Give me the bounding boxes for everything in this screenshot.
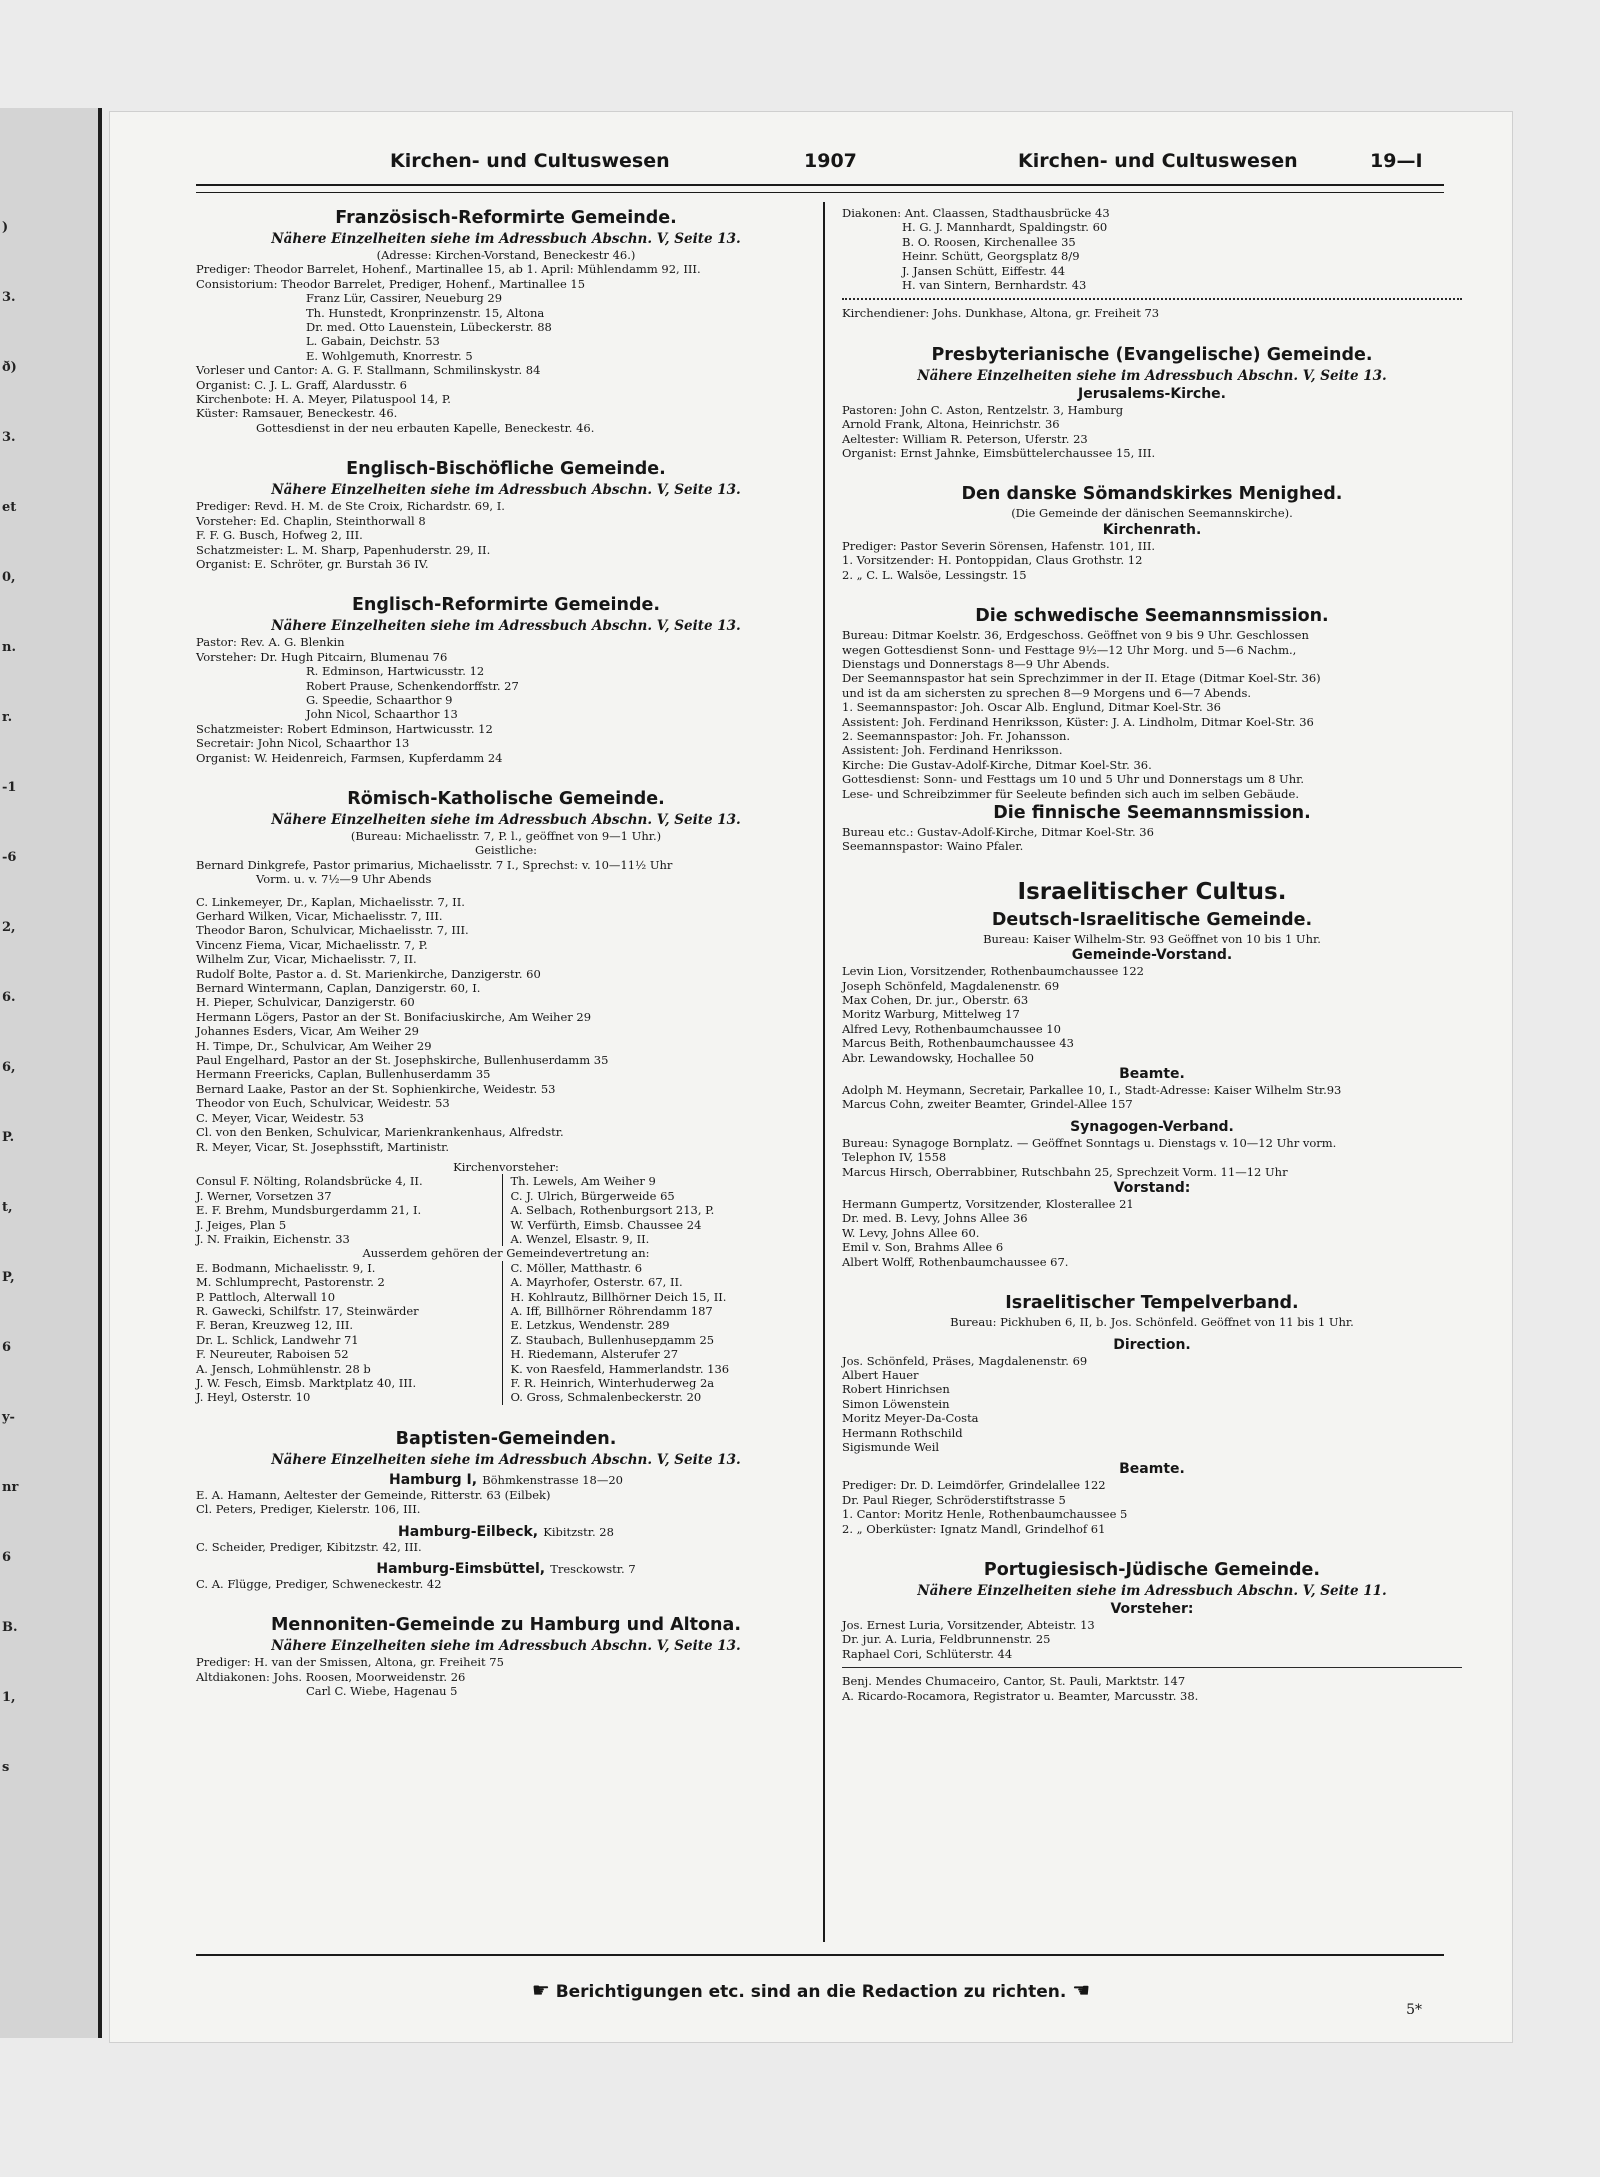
entry-line: Altdiakonen: Johs. Roosen, Moorweidenstr. 26 bbox=[196, 1669, 466, 1684]
entry-line: Gottesdienst: Sonn- und Festtags um 10 und 5 Uhr und Donnerstags um 8 Uhr. bbox=[842, 772, 1305, 787]
vertretung-right bbox=[511, 1261, 817, 1405]
entry-line: 1. Seemannspastor: Joh. Oscar Alb. Englund, Ditmar Koel-Str. 36 bbox=[842, 700, 1221, 715]
entries-indented bbox=[196, 1684, 816, 1698]
page-header bbox=[110, 150, 1512, 180]
entry-line: J. Heyl, Osterstr. 10 bbox=[196, 1390, 311, 1405]
section-note: Nähere Einzelheiten siehe im Adressbuch Abschn. V, Seite 13. bbox=[271, 231, 741, 247]
section-roemisch-katholisch bbox=[196, 787, 816, 1405]
vorsteher-table bbox=[196, 1174, 816, 1246]
entries bbox=[842, 1083, 1462, 1112]
subheading: Vorstand: bbox=[1113, 1180, 1191, 1197]
entry-line: Küster: Ramsauer, Beneckestr. 46. bbox=[196, 406, 398, 421]
previous-page-strip bbox=[0, 108, 102, 2038]
bureau: Bureau: Kaiser Wilhelm-Str. 93 Geöffnet von 10 bis 1 Uhr. bbox=[983, 931, 1321, 946]
entry-line: Secretair: John Nicol, Schaarthor 13 bbox=[196, 736, 410, 751]
entry-line: Johannes Esders, Vicar, Am Weiher 29 bbox=[196, 1024, 419, 1039]
entry-line: Vorleser und Cantor: A. G. F. Stallmann, Schmilinskystr. 84 bbox=[196, 363, 541, 378]
entry-line: Prediger: Theodor Barrelet, Hohenf., Martinallee 15, ab 1. April: Mühlendamm 92, III. bbox=[196, 262, 701, 277]
vorsteher-right bbox=[511, 1174, 817, 1246]
margin-mark: P. bbox=[2, 1130, 15, 1145]
entry-line: H. G. J. Mannhardt, Spaldingstr. 60 bbox=[902, 220, 1108, 235]
gutter-line bbox=[98, 108, 102, 2038]
entry-line: Theodor Baron, Schulvicar, Michaelisstr. 7, III. bbox=[196, 923, 469, 938]
entry-line: H. Riedemann, Alsterufer 27 bbox=[510, 1347, 679, 1362]
entry-line: Bureau: Synagoge Bornplatz. — Geöffnet Sonntags u. Dienstags v. 10—12 Uhr vorm. bbox=[842, 1135, 1337, 1150]
margin-mark: 3. bbox=[2, 430, 16, 445]
entries bbox=[842, 1478, 1462, 1536]
entry-line: Dr. Paul Rieger, Schröderstiftstrasse 5 bbox=[842, 1492, 1066, 1507]
entry-line: John Nicol, Schaarthor 13 bbox=[306, 707, 458, 722]
entry-line: Th. Hunstedt, Kronprinzenstr. 15, Altona bbox=[306, 305, 545, 320]
section-subtitle: Jerusalems-Kirche. bbox=[1077, 385, 1226, 402]
entry-line: Dr. med. Otto Lauenstein, Lübeckerstr. 88 bbox=[306, 320, 552, 335]
section-note: Nähere Einzelheiten siehe im Adressbuch Abschn. V, Seite 13. bbox=[271, 811, 741, 828]
entry-line: F. Neureuter, Raboisen 52 bbox=[196, 1347, 349, 1362]
subheading: Direction. bbox=[1113, 1336, 1191, 1353]
entry-line: O. Gross, Schmalenbeckerstr. 20 bbox=[510, 1390, 702, 1405]
section-title: Römisch-Katholische Gemeinde. bbox=[347, 788, 665, 809]
bottom-rule bbox=[196, 1954, 1444, 1956]
entry-line: Vorsteher: Ed. Chaplin, Steinthorwall 8 bbox=[196, 513, 426, 528]
entry-line: Schatzmeister: Robert Edminson, Hartwicusstr. 12 bbox=[196, 721, 493, 736]
entry-line: Robert Prause, Schenkendorffstr. 27 bbox=[306, 678, 519, 693]
margin-mark: 6 bbox=[2, 1550, 12, 1565]
entries bbox=[842, 628, 1462, 801]
entry-line: Pastoren: John C. Aston, Rentzelstr. 3, Hamburg bbox=[842, 402, 1124, 417]
entry-line: Adolph M. Heymann, Secretair, Parkallee 10, I., Stadt-Adresse: Kaiser Wilhelm Str.93 bbox=[842, 1083, 1342, 1098]
entry-line: Consistorium: Theodor Barrelet, Prediger, Hohenf., Martinallee 15 bbox=[196, 276, 586, 291]
separator bbox=[842, 1667, 1462, 1668]
entry-line: Moritz Warburg, Mittelweg 17 bbox=[842, 1007, 1020, 1022]
entry-line: Consul F. Nölting, Rolandsbrücke 4, II. bbox=[196, 1174, 423, 1189]
entry-line: Jos. Ernest Luria, Vorsitzender, Abteistr. 13 bbox=[842, 1617, 1095, 1632]
entries bbox=[196, 635, 816, 664]
margin-mark: 3. bbox=[2, 290, 16, 305]
entry-line: A. Iff, Billhörner Röhrendamm 187 bbox=[510, 1303, 713, 1318]
entry-line: E. Letzkus, Wendenstr. 289 bbox=[510, 1318, 670, 1333]
entry-line: Sigismunde Weil bbox=[842, 1439, 940, 1454]
header-right-title: Kirchen- und Cultuswesen bbox=[1018, 150, 1298, 172]
section-title: Englisch-Bischöfliche Gemeinde. bbox=[346, 459, 666, 480]
margin-mark: 1, bbox=[2, 1690, 16, 1705]
section-title: Englisch-Reformirte Gemeinde. bbox=[351, 595, 661, 616]
subheading: Beamte. bbox=[1119, 1461, 1185, 1478]
section-title: Baptisten-Gemeinden. bbox=[395, 1428, 617, 1449]
column-divider bbox=[823, 202, 825, 1942]
entry-line: 2. „ Oberküster: Ignatz Mandl, Grindelhof 61 bbox=[842, 1521, 1106, 1536]
section-baptisten bbox=[196, 1427, 816, 1592]
entry-line: 1. Vorsitzender: H. Pontoppidan, Claus Grothstr. 12 bbox=[842, 553, 1143, 568]
entries bbox=[842, 1136, 1462, 1179]
entry-line: Bernard Wintermann, Caplan, Danzigerstr. 60, I. bbox=[196, 981, 481, 996]
entry-line: E. F. Brehm, Mundsburgerdamm 21, I. bbox=[196, 1203, 422, 1218]
entry-line: Prediger: Pastor Severin Sörensen, Hafenstr. 101, III. bbox=[842, 538, 1156, 553]
section-englisch-bischoeflich bbox=[196, 457, 816, 571]
section-bureau: (Bureau: Michaelisstr. 7, P. l., geöffnet von 9—1 Uhr.) bbox=[350, 828, 662, 843]
section-address: (Adresse: Kirchen-Vorstand, Beneckestr 46.) bbox=[376, 248, 636, 262]
entry-line: R. Edminson, Hartwicusstr. 12 bbox=[306, 664, 485, 679]
section-danske bbox=[842, 482, 1462, 582]
entries bbox=[842, 539, 1462, 582]
margin-mark: 2, bbox=[2, 920, 16, 935]
sheet-mark: 5* bbox=[1406, 2002, 1422, 2018]
entry-line: C. J. Ulrich, Bürgerweide 65 bbox=[510, 1188, 675, 1203]
entries bbox=[842, 1354, 1462, 1455]
congregation-title: Deutsch-Israelitische Gemeinde. bbox=[991, 909, 1313, 930]
header-rule-thin bbox=[196, 192, 1444, 193]
entry: Diakonen: Ant. Claassen, Stadthausbrücke 43 bbox=[842, 206, 1110, 220]
vertretung-table bbox=[196, 1261, 816, 1405]
entry-line: H. Kohlrautz, Billhörner Deich 15, II. bbox=[510, 1289, 727, 1304]
section-title: Portugiesisch-Jüdische Gemeinde. bbox=[983, 1559, 1321, 1580]
entry-line: Dr. L. Schlick, Landwehr 71 bbox=[196, 1332, 359, 1347]
section-note: Nähere Einzelheiten siehe im Adressbuch Abschn. V, Seite 13. bbox=[271, 1638, 741, 1655]
entry-line: H. Timpe, Dr., Schulvicar, Am Weiher 29 bbox=[196, 1038, 432, 1053]
entries bbox=[196, 499, 816, 571]
entry-line: C. Linkemeyer, Dr., Kaplan, Michaelisstr. 7, II. bbox=[196, 894, 465, 909]
entry-line: Dr. med. B. Levy, Johns Allee 36 bbox=[842, 1211, 1028, 1226]
margin-mark: 6. bbox=[2, 990, 16, 1005]
margin-mark: r. bbox=[2, 710, 13, 725]
entries bbox=[196, 722, 816, 765]
entry-line: F. Beran, Kreuzweg 12, III. bbox=[196, 1318, 354, 1333]
sub-congregation-name: Hamburg-Eimsbüttel, bbox=[376, 1561, 546, 1578]
section-subtitle: (Die Gemeinde der dänischen Seemannskirche). bbox=[1011, 506, 1293, 521]
entry-line: Dienstags und Donnerstags 8—9 Uhr Abends. bbox=[842, 656, 1110, 671]
entry-line: E. Bodmann, Michaelisstr. 9, I. bbox=[196, 1260, 376, 1275]
vertretung-left bbox=[196, 1261, 503, 1405]
entry-line: Joseph Schönfeld, Magdalenenstr. 69 bbox=[842, 978, 1060, 993]
subheading: Vorsteher: bbox=[1110, 1600, 1194, 1617]
section-finnisch bbox=[842, 801, 1462, 854]
entry-line: Seemannspastor: Waino Pfaler. bbox=[842, 839, 1024, 854]
section-presbyterianisch bbox=[842, 343, 1462, 461]
entries bbox=[842, 1674, 1462, 1703]
entry-line: Robert Hinrichsen bbox=[842, 1382, 950, 1397]
entry-line: M. Schlumprecht, Pastorenstr. 2 bbox=[196, 1275, 385, 1290]
entry-line: Albert Hauer bbox=[842, 1367, 919, 1382]
entry-line: Lese- und Schreibzimmer für Seeleute befinden sich auch im selben Gebäude. bbox=[842, 786, 1299, 801]
entry-line: Organist: Ernst Jahnke, Eimsbüttelerchaussee 15, III. bbox=[842, 446, 1156, 461]
header-page-number: 19—I bbox=[1370, 150, 1423, 172]
entry-line: Marcus Cohn, zweiter Beamter, Grindel-Allee 157 bbox=[842, 1097, 1133, 1112]
entry-line: Franz Lür, Cassirer, Neueburg 29 bbox=[306, 291, 503, 306]
entry-line: W. Verfürth, Eimsb. Chaussee 24 bbox=[510, 1217, 702, 1232]
entries bbox=[842, 1197, 1462, 1269]
entries bbox=[842, 964, 1462, 1065]
entry-line: Cl. Peters, Prediger, Kielerstr. 106, III. bbox=[196, 1502, 421, 1517]
entry-line: Bureau: Ditmar Koelstr. 36, Erdgeschoss. Geöffnet von 9 bis 9 Uhr. Geschlossen bbox=[842, 628, 1309, 643]
section-title: Presbyterianische (Evangelische) Gemeinde. bbox=[931, 344, 1373, 365]
entry-line: Organist: E. Schröter, gr. Burstah 36 IV. bbox=[196, 556, 429, 571]
section-englisch-reformirt bbox=[196, 593, 816, 765]
section-note: Nähere Einzelheiten siehe im Adressbuch Abschn. V, Seite 13. bbox=[271, 618, 741, 635]
entry-line: Alfred Levy, Rothenbaumchaussee 10 bbox=[842, 1021, 1061, 1036]
entry-line: E. A. Hamann, Aeltester der Gemeinde, Ritterstr. 63 (Eilbek) bbox=[196, 1487, 551, 1502]
entry-line: L. Gabain, Deichstr. 53 bbox=[306, 334, 440, 349]
entry-line: Aeltester: William R. Peterson, Uferstr. 23 bbox=[842, 431, 1088, 446]
margin-mark: n. bbox=[2, 640, 16, 655]
entries bbox=[196, 1655, 816, 1684]
margin-mark: s bbox=[2, 1760, 10, 1775]
margin-mark: ) bbox=[2, 220, 9, 235]
entry-line: Emil v. Son, Brahms Allee 6 bbox=[842, 1240, 1004, 1255]
entry-line: J. Jansen Schütt, Eiffestr. 44 bbox=[902, 263, 1066, 278]
entry-line: J. Werner, Vorsetzen 37 bbox=[196, 1188, 332, 1203]
entries bbox=[842, 825, 1462, 854]
entry-line: F. F. G. Busch, Hofweg 2, III. bbox=[196, 528, 363, 543]
subheading: Synagogen-Verband. bbox=[1070, 1118, 1234, 1135]
entry-line: Der Seemannspastor hat sein Sprechzimmer in der II. Etage (Ditmar Koel-Str. 36) bbox=[842, 671, 1321, 686]
entry-line: H. Pieper, Schulvicar, Danzigerstr. 60 bbox=[196, 995, 415, 1010]
entry-line: Kirchenbote: H. A. Meyer, Pilatuspool 14, P. bbox=[196, 392, 451, 407]
entry-line: Rudolf Bolte, Pastor a. d. St. Marienkirche, Danzigerstr. 60 bbox=[196, 966, 541, 981]
pointing-hand-icon: ☚ bbox=[1072, 1978, 1091, 2002]
entry-line: Theodor von Euch, Schulvicar, Weidestr. 53 bbox=[196, 1096, 450, 1111]
margin-mark: nr bbox=[2, 1480, 19, 1495]
section-mennoniten bbox=[196, 1613, 816, 1698]
header-rule bbox=[196, 184, 1444, 186]
entry-line: Jos. Schönfeld, Präses, Magdalenenstr. 69 bbox=[842, 1353, 1088, 1368]
entry-line: Raphael Cori, Schlüterstr. 44 bbox=[842, 1646, 1013, 1661]
sub-congregation-name: Hamburg I, bbox=[389, 1471, 478, 1488]
entry-line: wegen Gottesdienst Sonn- und Festtage 9½—12 Uhr Morg. und 5—6 Nachm., bbox=[842, 642, 1297, 657]
entry-line: C. A. Flügge, Prediger, Schweneckestr. 42 bbox=[196, 1577, 442, 1592]
entry-line: R. Meyer, Vicar, St. Josephsstift, Martinistr. bbox=[196, 1139, 450, 1154]
entry-line: Moritz Meyer-Da-Costa bbox=[842, 1411, 979, 1426]
entry-line: Max Cohen, Dr. jur., Oberstr. 63 bbox=[842, 993, 1029, 1007]
entry-line: Cl. von den Benken, Schulvicar, Marienkrankenhaus, Alfredstr. bbox=[196, 1125, 564, 1140]
sub-congregation-name: Hamburg-Eilbeck, bbox=[398, 1523, 539, 1540]
footer-note bbox=[110, 1978, 1512, 2002]
section-title: Israelitischer Cultus. bbox=[1017, 878, 1287, 905]
margin-mark: -6 bbox=[2, 850, 17, 865]
entry-line: A. Jensch, Lohmühlenstr. 28 b bbox=[196, 1361, 371, 1376]
entry-line: W. Levy, Johns Allee 60. bbox=[842, 1225, 980, 1240]
entry-line: A. Mayrhofer, Osterstr. 67, II. bbox=[510, 1275, 683, 1290]
section-note: Nähere Einzelheiten siehe im Adressbuch Abschn. V, Seite 13. bbox=[271, 482, 741, 499]
section-schwedisch bbox=[842, 604, 1462, 801]
section-title: Die finnische Seemannsmission. bbox=[993, 802, 1311, 823]
entries bbox=[196, 363, 816, 421]
entry-line: und ist da am sichersten zu sprechen 8—9 Morgens und 6—7 Abends. bbox=[842, 685, 1252, 700]
entry-line: Gerhard Wilken, Vicar, Michaelisstr. 7, III. bbox=[196, 909, 443, 923]
margin-mark: t, bbox=[2, 1200, 13, 1215]
sub-congregation-address: Böhmkenstrasse 18—20 bbox=[482, 1472, 623, 1487]
entry-line: H. van Sintern, Bernhardstr. 43 bbox=[902, 278, 1087, 293]
section-title: Die schwedische Seemannsmission. bbox=[975, 606, 1329, 627]
entry: Kirchendiener: Johs. Dunkhase, Altona, gr. Freiheit 73 bbox=[842, 306, 1160, 321]
entry-line: Assistent: Joh. Ferdinand Henriksson, Küster: J. A. Lindholm, Ditmar Koel-Str. 36 bbox=[842, 714, 1314, 729]
header-left-title: Kirchen- und Cultuswesen bbox=[390, 150, 670, 172]
section-note: Nähere Einzelheiten siehe im Adressbuch Abschn. V, Seite 11. bbox=[917, 1582, 1387, 1599]
entry-line: Albert Wolff, Rothenbaumchaussee 67. bbox=[842, 1254, 1069, 1269]
entry-line: C. Meyer, Vicar, Weidestr. 53 bbox=[196, 1110, 364, 1125]
entry-line: Wilhelm Zur, Vicar, Michaelisstr. 7, II. bbox=[196, 952, 417, 967]
section-portugiesisch bbox=[842, 1558, 1462, 1703]
entries bbox=[196, 1488, 816, 1517]
vertretung-heading: Ausserdem gehören der Gemeindevertretung an: bbox=[362, 1246, 650, 1261]
right-column bbox=[842, 206, 1462, 1703]
margin-mark: ð) bbox=[2, 360, 17, 375]
section-title: Den danske Sömandskirkes Menighed. bbox=[961, 484, 1343, 505]
entry-line: 2. „ C. L. Walsöe, Lessingstr. 15 bbox=[842, 567, 1027, 582]
margin-mark: y- bbox=[2, 1410, 15, 1425]
margin-mark: 0, bbox=[2, 570, 16, 585]
entry-line: Z. Staubach, Bullenhusердamm 25 bbox=[510, 1332, 715, 1347]
entry-line: Paul Engelhard, Pastor an der St. Josephskirche, Bullenhuserdamm 35 bbox=[196, 1053, 609, 1068]
entries-indented bbox=[196, 664, 816, 722]
entry-line: Pastor: Rev. A. G. Blenkin bbox=[196, 635, 345, 650]
entry-line: J. W. Fesch, Eimsb. Marktplatz 40, III. bbox=[196, 1376, 417, 1390]
entry-line: Carl C. Wiebe, Hagenau 5 bbox=[306, 1684, 458, 1699]
margin-mark: P, bbox=[2, 1270, 15, 1285]
entries bbox=[842, 403, 1462, 461]
sub-congregation-address: Tresckowstr. 7 bbox=[550, 1562, 636, 1577]
section-note: Nähere Einzelheiten siehe im Adressbuch Abschn. V, Seite 13. bbox=[271, 1451, 741, 1468]
clergy-first-cont: Vorm. u. v. 7½—9 Uhr Abends bbox=[256, 872, 432, 887]
entry-line: Levin Lion, Vorsitzender, Rothenbaumchaussee 122 bbox=[842, 964, 1144, 979]
section-subheading: Kirchenrath. bbox=[1102, 521, 1202, 538]
entry-line: 1. Cantor: Moritz Henle, Rothenbaumchaussee 5 bbox=[842, 1507, 1128, 1522]
sub-congregation-address: Kibitzstr. 28 bbox=[543, 1524, 614, 1539]
dotted-separator bbox=[842, 298, 1462, 300]
entry-line: 2. Seemannspastor: Joh. Fr. Johansson. bbox=[842, 728, 1071, 743]
left-column bbox=[196, 206, 816, 1699]
entries bbox=[842, 1618, 1462, 1661]
entry-line: Prediger: H. van der Smissen, Altona, gr. Freiheit 75 bbox=[196, 1655, 504, 1670]
entries bbox=[196, 1540, 816, 1554]
entry-line: J. N. Fraikin, Eichenstr. 33 bbox=[196, 1231, 350, 1246]
margin-mark: -1 bbox=[2, 780, 17, 795]
page bbox=[110, 112, 1512, 2042]
section-franzoesisch-reformirt bbox=[196, 206, 816, 435]
entry-line: Vorsteher: Dr. Hugh Pitcairn, Blumenau 76 bbox=[196, 649, 448, 664]
entry-line: Arnold Frank, Altona, Heinrichstr. 36 bbox=[842, 417, 1060, 432]
entry-line: A. Wenzel, Elsastr. 9, II. bbox=[510, 1231, 650, 1246]
entry-line: Hermann Lögers, Pastor an der St. Bonifaciuskirche, Am Weiher 29 bbox=[196, 1009, 592, 1024]
vorsteher-left bbox=[196, 1174, 503, 1246]
section-title: Französisch-Reformirte Gemeinde. bbox=[335, 208, 677, 228]
entry-line: P. Pattloch, Alterwall 10 bbox=[196, 1289, 336, 1304]
entry-line: J. Jeiges, Plan 5 bbox=[196, 1217, 287, 1232]
entry-line: Bernard Laake, Pastor an der St. Sophienkirche, Weidestr. 53 bbox=[196, 1081, 556, 1096]
header-year: 1907 bbox=[804, 150, 857, 172]
entry-line: Assistent: Joh. Ferdinand Henriksson. bbox=[842, 743, 1063, 758]
entry-line: Hermann Freericks, Caplan, Bullenhuserdamm 35 bbox=[196, 1067, 491, 1082]
entry-line: C. Scheider, Prediger, Kibitzstr. 42, III. bbox=[196, 1539, 422, 1554]
clergy-list bbox=[196, 895, 816, 1154]
congregation-title: Israelitischer Tempelverband. bbox=[1005, 1293, 1299, 1314]
entry-line: Marcus Hirsch, Oberrabbiner, Rutschbahn 25, Sprechzeit Vorm. 11—12 Uhr bbox=[842, 1164, 1288, 1179]
entry-line: F. R. Heinrich, Winterhuderweg 2a bbox=[510, 1376, 715, 1390]
service-info: Gottesdienst in der neu erbauten Kapelle, Beneckestr. 46. bbox=[256, 420, 595, 435]
entry-line: K. von Raesfeld, Hammerlandstr. 136 bbox=[510, 1361, 730, 1376]
margin-mark: 6, bbox=[2, 1060, 16, 1075]
entry-line: Bureau etc.: Gustav-Adolf-Kirche, Ditmar Koel-Str. 36 bbox=[842, 824, 1154, 839]
margin-mark: B. bbox=[2, 1620, 18, 1635]
entry-line: Heinr. Schütt, Georgsplatz 8/9 bbox=[902, 249, 1080, 264]
entry-line: A. Selbach, Rothenburgsort 213, P. bbox=[510, 1203, 715, 1218]
entry-line: Simon Löwenstein bbox=[842, 1396, 950, 1411]
entry-line: B. O. Roosen, Kirchenallee 35 bbox=[902, 234, 1076, 249]
entries bbox=[196, 262, 816, 291]
entry-line: C. Möller, Matthastr. 6 bbox=[510, 1260, 643, 1275]
section-diakonen bbox=[842, 206, 1462, 321]
entry-line: Vincenz Fiema, Vicar, Michaelisstr. 7, P. bbox=[196, 937, 428, 952]
section-note: Nähere Einzelheiten siehe im Adressbuch Abschn. V, Seite 13. bbox=[917, 367, 1387, 384]
entry-line: G. Speedie, Schaarthor 9 bbox=[306, 692, 453, 707]
entry-line: Abr. Lewandowsky, Hochallee 50 bbox=[842, 1050, 1034, 1065]
clergy-first: Bernard Dinkgrefe, Pastor primarius, Michaelisstr. 7 I., Sprechst: v. 10—11½ Uhr bbox=[196, 857, 673, 872]
vorsteher-heading: Kirchenvorsteher: bbox=[453, 1159, 559, 1174]
entry-line: Telephon IV, 1558 bbox=[842, 1150, 947, 1165]
clergy-heading: Geistliche: bbox=[474, 843, 538, 858]
subheading: Beamte. bbox=[1119, 1066, 1185, 1083]
entry-line: Prediger: Dr. D. Leimdörfer, Grindelallee 122 bbox=[842, 1478, 1106, 1493]
entry-line: Dr. jur. A. Luria, Feldbrunnenstr. 25 bbox=[842, 1632, 1051, 1647]
entry-line: Benj. Mendes Chumaceiro, Cantor, St. Pauli, Marktstr. 147 bbox=[842, 1674, 1186, 1689]
entry-line: Th. Lewels, Am Weiher 9 bbox=[510, 1174, 656, 1189]
margin-mark: 6 bbox=[2, 1340, 12, 1355]
entry-line: Organist: W. Heidenreich, Farmsen, Kupferdamm 24 bbox=[196, 750, 503, 765]
entry-line: Schatzmeister: L. M. Sharp, Papenhuderstr. 29, II. bbox=[196, 542, 491, 557]
entries-indented bbox=[842, 220, 1462, 292]
entry-line: Prediger: Revd. H. M. de Ste Croix, Richardstr. 69, I. bbox=[196, 499, 505, 514]
entry-line: E. Wohlgemuth, Knorrestr. 5 bbox=[306, 348, 473, 363]
footer-text: Berichtigungen etc. sind an die Redaction zu richten. bbox=[555, 1982, 1067, 2002]
pointing-hand-icon: ☛ bbox=[531, 1978, 550, 2002]
entry-line: Hermann Gumpertz, Vorsitzender, Klosterallee 21 bbox=[842, 1197, 1134, 1212]
section-israelitisch bbox=[842, 876, 1462, 1536]
entry-line: R. Gawecki, Schilfstr. 17, Steinwärder bbox=[196, 1303, 419, 1318]
entry-line: Kirche: Die Gustav-Adolf-Kirche, Ditmar Koel-Str. 36. bbox=[842, 757, 1152, 772]
entry-line: A. Ricardo-Rocamora, Registrator u. Beamter, Marcusstr. 38. bbox=[842, 1688, 1199, 1703]
subheading: Gemeinde-Vorstand. bbox=[1071, 947, 1233, 964]
bureau: Bureau: Pickhuben 6, II, b. Jos. Schönfeld. Geöffnet von 11 bis 1 Uhr. bbox=[950, 1315, 1354, 1330]
entry-line: Organist: C. J. L. Graff, Alardusstr. 6 bbox=[196, 377, 407, 392]
section-title: Mennoniten-Gemeinde zu Hamburg und Altona. bbox=[271, 1615, 741, 1636]
margin-mark: et bbox=[2, 500, 17, 515]
entries bbox=[196, 1577, 816, 1591]
entry-line: Hermann Rothschild bbox=[842, 1425, 963, 1440]
entries-indented bbox=[196, 291, 816, 363]
entry-line: Marcus Beith, Rothenbaumchaussee 43 bbox=[842, 1036, 1074, 1051]
